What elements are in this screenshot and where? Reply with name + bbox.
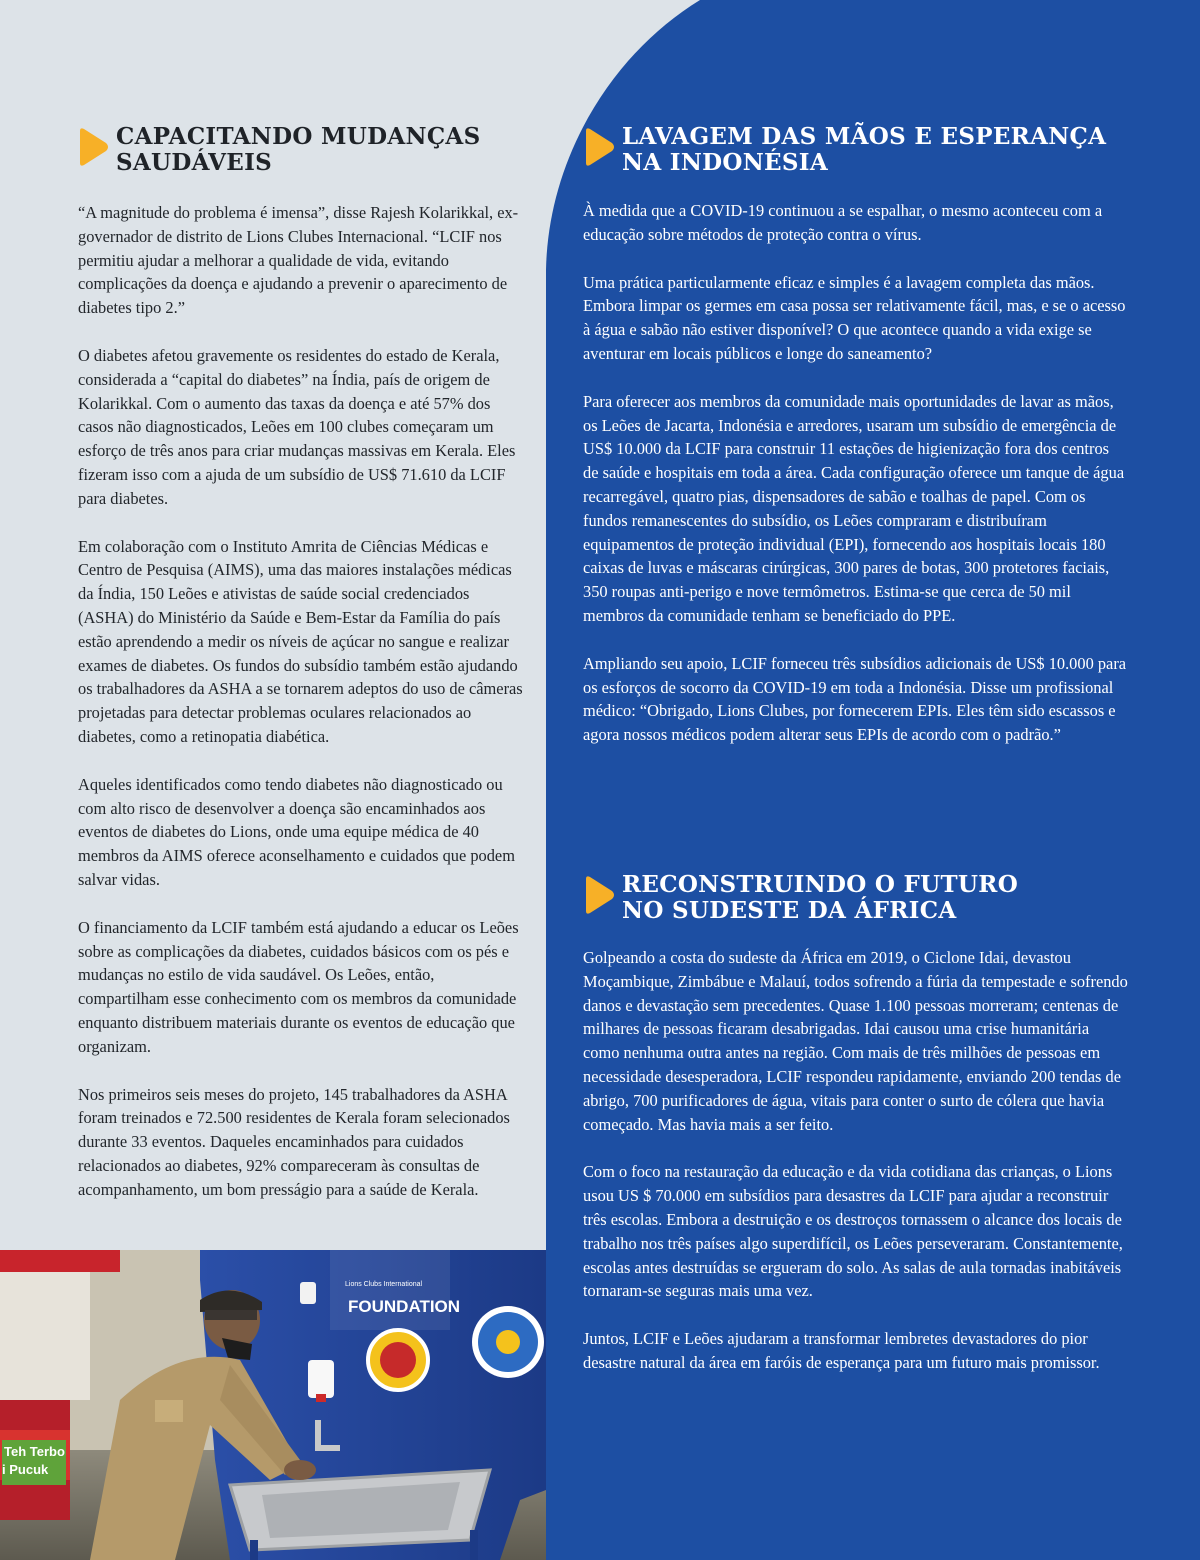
paragraph: À medida que a COVID-19 continuou a se espalhar, o mesmo aconteceu com a educação sobre métodos de proteção contra o vírus.: [583, 201, 1103, 244]
heading-line: SAUDÁVEIS: [116, 149, 273, 176]
handwashing-station-photo: [0, 1250, 546, 1560]
paragraph: Ampliando seu apoio, LCIF forneceu três subsídios adicionais de US$ 10.000 para os esforços de socorro da COVID-19 em toda a Indonésia. Disse um profissional médico: “Obrigado, Lions Clubes, por fornecerem EPIs. Eles têm sido escassos e agora nossos médicos podem alterar seus EPIs de acordo com o padrão.”: [583, 653, 1127, 745]
paragraph: Com o foco na restauração da educação e da vida cotidiana das crianças, o Lions usou US $ 70.000 em subsídios para desastres da LCIF para ajudar a reconstruir três escolas. Embora a destruição e os destroços tornassem o alcance dos locais de trabalho nos três países algo superdifícil, os Leões perseveraram. Constantemente, escolas antes destruídas se ergueram do solo. As salas de aula tornadas inabitáveis tornaram-se seguras mais uma vez.: [583, 1162, 1123, 1301]
section-heading-africa: [622, 872, 1142, 924]
station-text-large: FOUNDATION: [348, 1297, 461, 1316]
sign-text: Teh Terbo: [4, 1444, 65, 1459]
section-heading-left: [116, 124, 516, 176]
indonesia-article-body: [583, 199, 1128, 771]
paragraph: Juntos, LCIF e Leões ajudaram a transformar lembretes devastadores do pior desastre natural da área em faróis de esperança para um futuro mais promissor.: [583, 1329, 1100, 1372]
paragraph: Nos primeiros seis meses do projeto, 145 trabalhadores da ASHA foram treinados e 72.500 residentes de Kerala foram selecionados durante 33 eventos. Daqueles encaminhados para cuidados relacionados ao diabetes, 92% compareceram às consultas de acompanhamento, um bom presságio para a saúde de Kerala.: [78, 1084, 510, 1199]
station-text-small: Lions Clubs International: [345, 1281, 423, 1288]
left-article-body: [78, 201, 523, 1225]
play-arrow-icon: [76, 127, 110, 167]
paragraph: “A magnitude do problema é imensa”, disse Rajesh Kolarikkal, ex-governador de distrito de Lions Clubes Internacional. “LCIF nos permitiu ajudar a melhorar a qualidade de vida, evitando complicações da doença e ajudando a prevenir o aparecimento de diabetes tipo 2.”: [78, 203, 519, 318]
play-arrow-icon: [582, 875, 616, 915]
heading-line: RECONSTRUINDO O FUTURO: [622, 871, 1019, 898]
paragraph: Para oferecer aos membros da comunidade mais oportunidades de lavar as mãos, os Leões de Jacarta, Indonésia e arredores, usaram um subsídio de emergência de US$ 10.000 da LCIF para construir 11 estações de higienização fora dos centros de saúde e hospitais em toda a área. Cada configuração oferece um tanque de água recarregável, quatro pias, dispensadores de sabão e toalhas de papel. Com os fundos remanescentes do subsídio, os Leões compraram e distribuíram equipamentos de proteção individual (EPI), fornecendo aos hospitais locais 180 caixas de luvas e máscaras cirúrgicas, 300 pares de botas, 300 protetores faciais, 350 roupas anti-perigo e nove termômetros. Estima-se que cerca de 50 mil membros da comunidade tenham se beneficiado do PPE.: [583, 391, 1125, 625]
heading-line: CAPACITANDO MUDANÇAS: [116, 123, 481, 150]
sign-text: i Pucuk: [2, 1462, 49, 1477]
heading-line: LAVAGEM DAS MÃOS E ESPERANÇA: [622, 123, 1107, 150]
paragraph: Em colaboração com o Instituto Amrita de Ciências Médicas e Centro de Pesquisa (AIMS), uma das maiores instalações médicas da Índia, 150 Leões e ativistas de saúde social credenciados (ASHA) do Ministério da Saúde e Bem-Estar da Família do país estão aprendendo a medir os níveis de açúcar no sangue e realizar exames de diabetes. Os fundos do subsídio também estão ajudando os trabalhadores da ASHA a se tornarem adeptos do uso de câmeras projetadas para detectar problemas oculares relacionados ao diabetes, como a retinopatia diabética.: [78, 536, 523, 746]
heading-line: NA INDONÉSIA: [622, 149, 829, 176]
paragraph: Uma prática particularmente eficaz e simples é a lavagem completa das mãos. Embora limpar os germes em casa possa ser relativamente fácil, mas, e se o acesso à água e sabão não estiver disponível? O que acontece quando a vida exige se aventurar em locais públicos e longe do saneamento?: [583, 272, 1126, 363]
paragraph: Aqueles identificados como tendo diabetes não diagnosticado ou com alto risco de desenvolver a doença são encaminhados aos eventos de diabetes do Lions, onde uma equipe médica de 40 membros da AIMS oferece aconselhamento e cuidados que podem salvar vidas.: [78, 774, 515, 889]
paragraph: Golpeando a costa do sudeste da África em 2019, o Ciclone Idai, devastou Moçambique, Zimbábue e Malauí, todos sofrendo a fúria da tempestade e sofrendo danos e devastação sem precedentes. Quase 1.100 pessoas morreram; centenas de milhares de pessoas ficaram desabrigadas. Idai causou uma crise humanitária como nenhuma outra antes na região. Com mais de três milhões de pessoas em necessidade desesperadora, LCIF respondeu rapidamente, enviando 200 tendas de abrigo, 700 purificadores de água, vitais para conter o surto de cólera que havia começado. Mas havia mais a ser feito.: [583, 948, 1128, 1134]
africa-article-body: [583, 946, 1128, 1399]
heading-line: NO SUDESTE DA ÁFRICA: [622, 897, 957, 924]
play-arrow-icon: [582, 127, 616, 167]
section-heading-indonesia: [622, 124, 1142, 176]
paragraph: O diabetes afetou gravemente os residentes do estado de Kerala, considerada a “capital do diabetes” na Índia, país de origem de Kolarikkal. Com o aumento das taxas da doença e até 57% dos casos não diagnosticados, Leões em 100 clubes começaram um esforço de três anos para criar mudanças massivas em Kerala. Eles fizeram isso com a ajuda de um subsídio de US$ 71.610 da LCIF para diabetes.: [78, 345, 516, 508]
paragraph: O financiamento da LCIF também está ajudando a educar os Leões sobre as complicações da diabetes, cuidados básicos com os pés e mudanças no estilo de vida saudável. Os Leões, então, compartilham esse conhecimento com os membros da comunidade enquanto distribuem materiais durante os eventos de educação que organizam.: [78, 917, 519, 1056]
